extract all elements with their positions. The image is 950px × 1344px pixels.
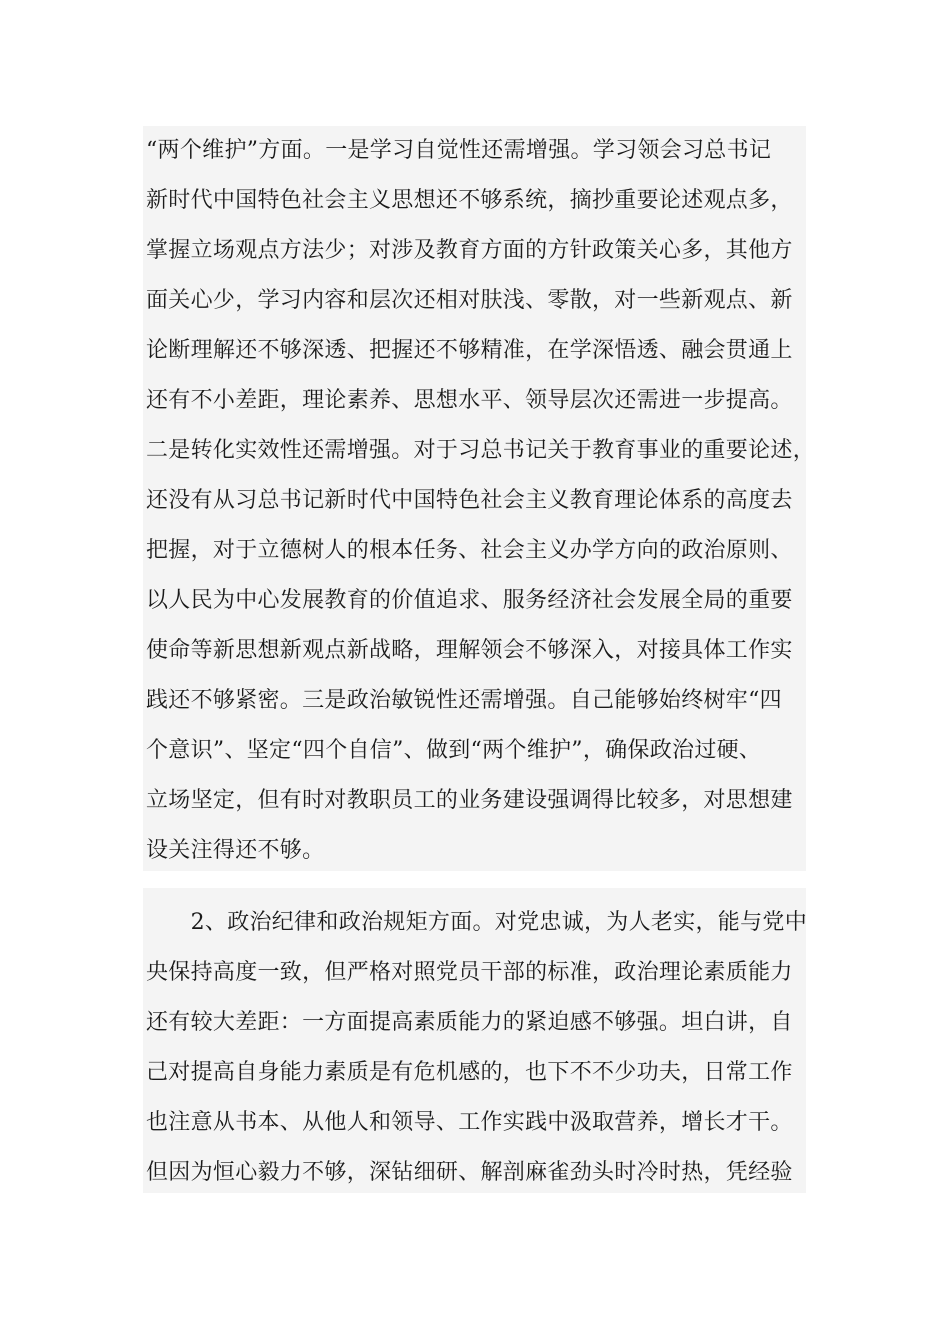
text-line: 央保持高度一致，但严格对照党员干部的标准，政治理论素质能力 [146, 960, 793, 985]
text-line: “两个维护”方面。一是学习自觉性还需增强。学习领会习总书记 [146, 138, 772, 163]
text-line: 以人民为中心发展教育的价值追求、服务经济社会发展全局的重要 [146, 588, 793, 613]
text-line: 己对提高自身能力素质是有危机感的，也下不不少功夫，日常工作 [146, 1060, 793, 1085]
text-line: 二是转化实效性还需增强。对于习总书记关于教育事业的重要论述， [146, 438, 816, 463]
paragraph-political-awareness [143, 126, 816, 871]
text-line: 践还不够紧密。三是政治敏锐性还需增强。自己能够始终树牢“四 [146, 688, 782, 713]
text-line: 还没有从习总书记新时代中国特色社会主义教育理论体系的高度去 [146, 488, 793, 513]
text-line: 使命等新思想新观点新战略，理解领会不够深入，对接具体工作实 [146, 638, 793, 663]
text-line: 掌握立场观点方法少；对涉及教育方面的方针政策关心多，其他方 [146, 238, 793, 263]
text-line: 把握，对于立德树人的根本任务、社会主义办学方向的政治原则、 [146, 538, 793, 563]
paragraph-political-discipline [143, 888, 806, 1193]
text-line: 还有不小差距，理论素养、思想水平、领导层次还需进一步提高。 [146, 388, 793, 413]
text-line: 面关心少，学习内容和层次还相对肤浅、零散，对一些新观点、新 [146, 288, 793, 313]
text-line: 立场坚定，但有时对教职员工的业务建设强调得比较多，对思想建 [146, 788, 793, 813]
text-line: 新时代中国特色社会主义思想还不够系统，摘抄重要论述观点多， [146, 188, 793, 213]
text-line: 论断理解还不够深透、把握还不够精准，在学深悟透、融会贯通上 [146, 338, 793, 363]
text-line: 个意识”、坚定“四个自信”、做到“两个维护”，确保政治过硬、 [146, 738, 762, 763]
text-line: 设关注得还不够。 [146, 838, 325, 863]
text-line: 2、政治纪律和政治规矩方面。对党忠诚，为人老实，能与党中 [146, 910, 807, 935]
text-line: 也注意从书本、从他人和领导、工作实践中汲取营养，增长才干。 [146, 1110, 793, 1135]
text-line: 还有较大差距：一方面提高素质能力的紧迫感不够强。坦白讲，自 [146, 1010, 793, 1035]
text-line: 但因为恒心毅力不够，深钻细研、解剖麻雀劲头时冷时热，凭经验 [146, 1160, 793, 1185]
